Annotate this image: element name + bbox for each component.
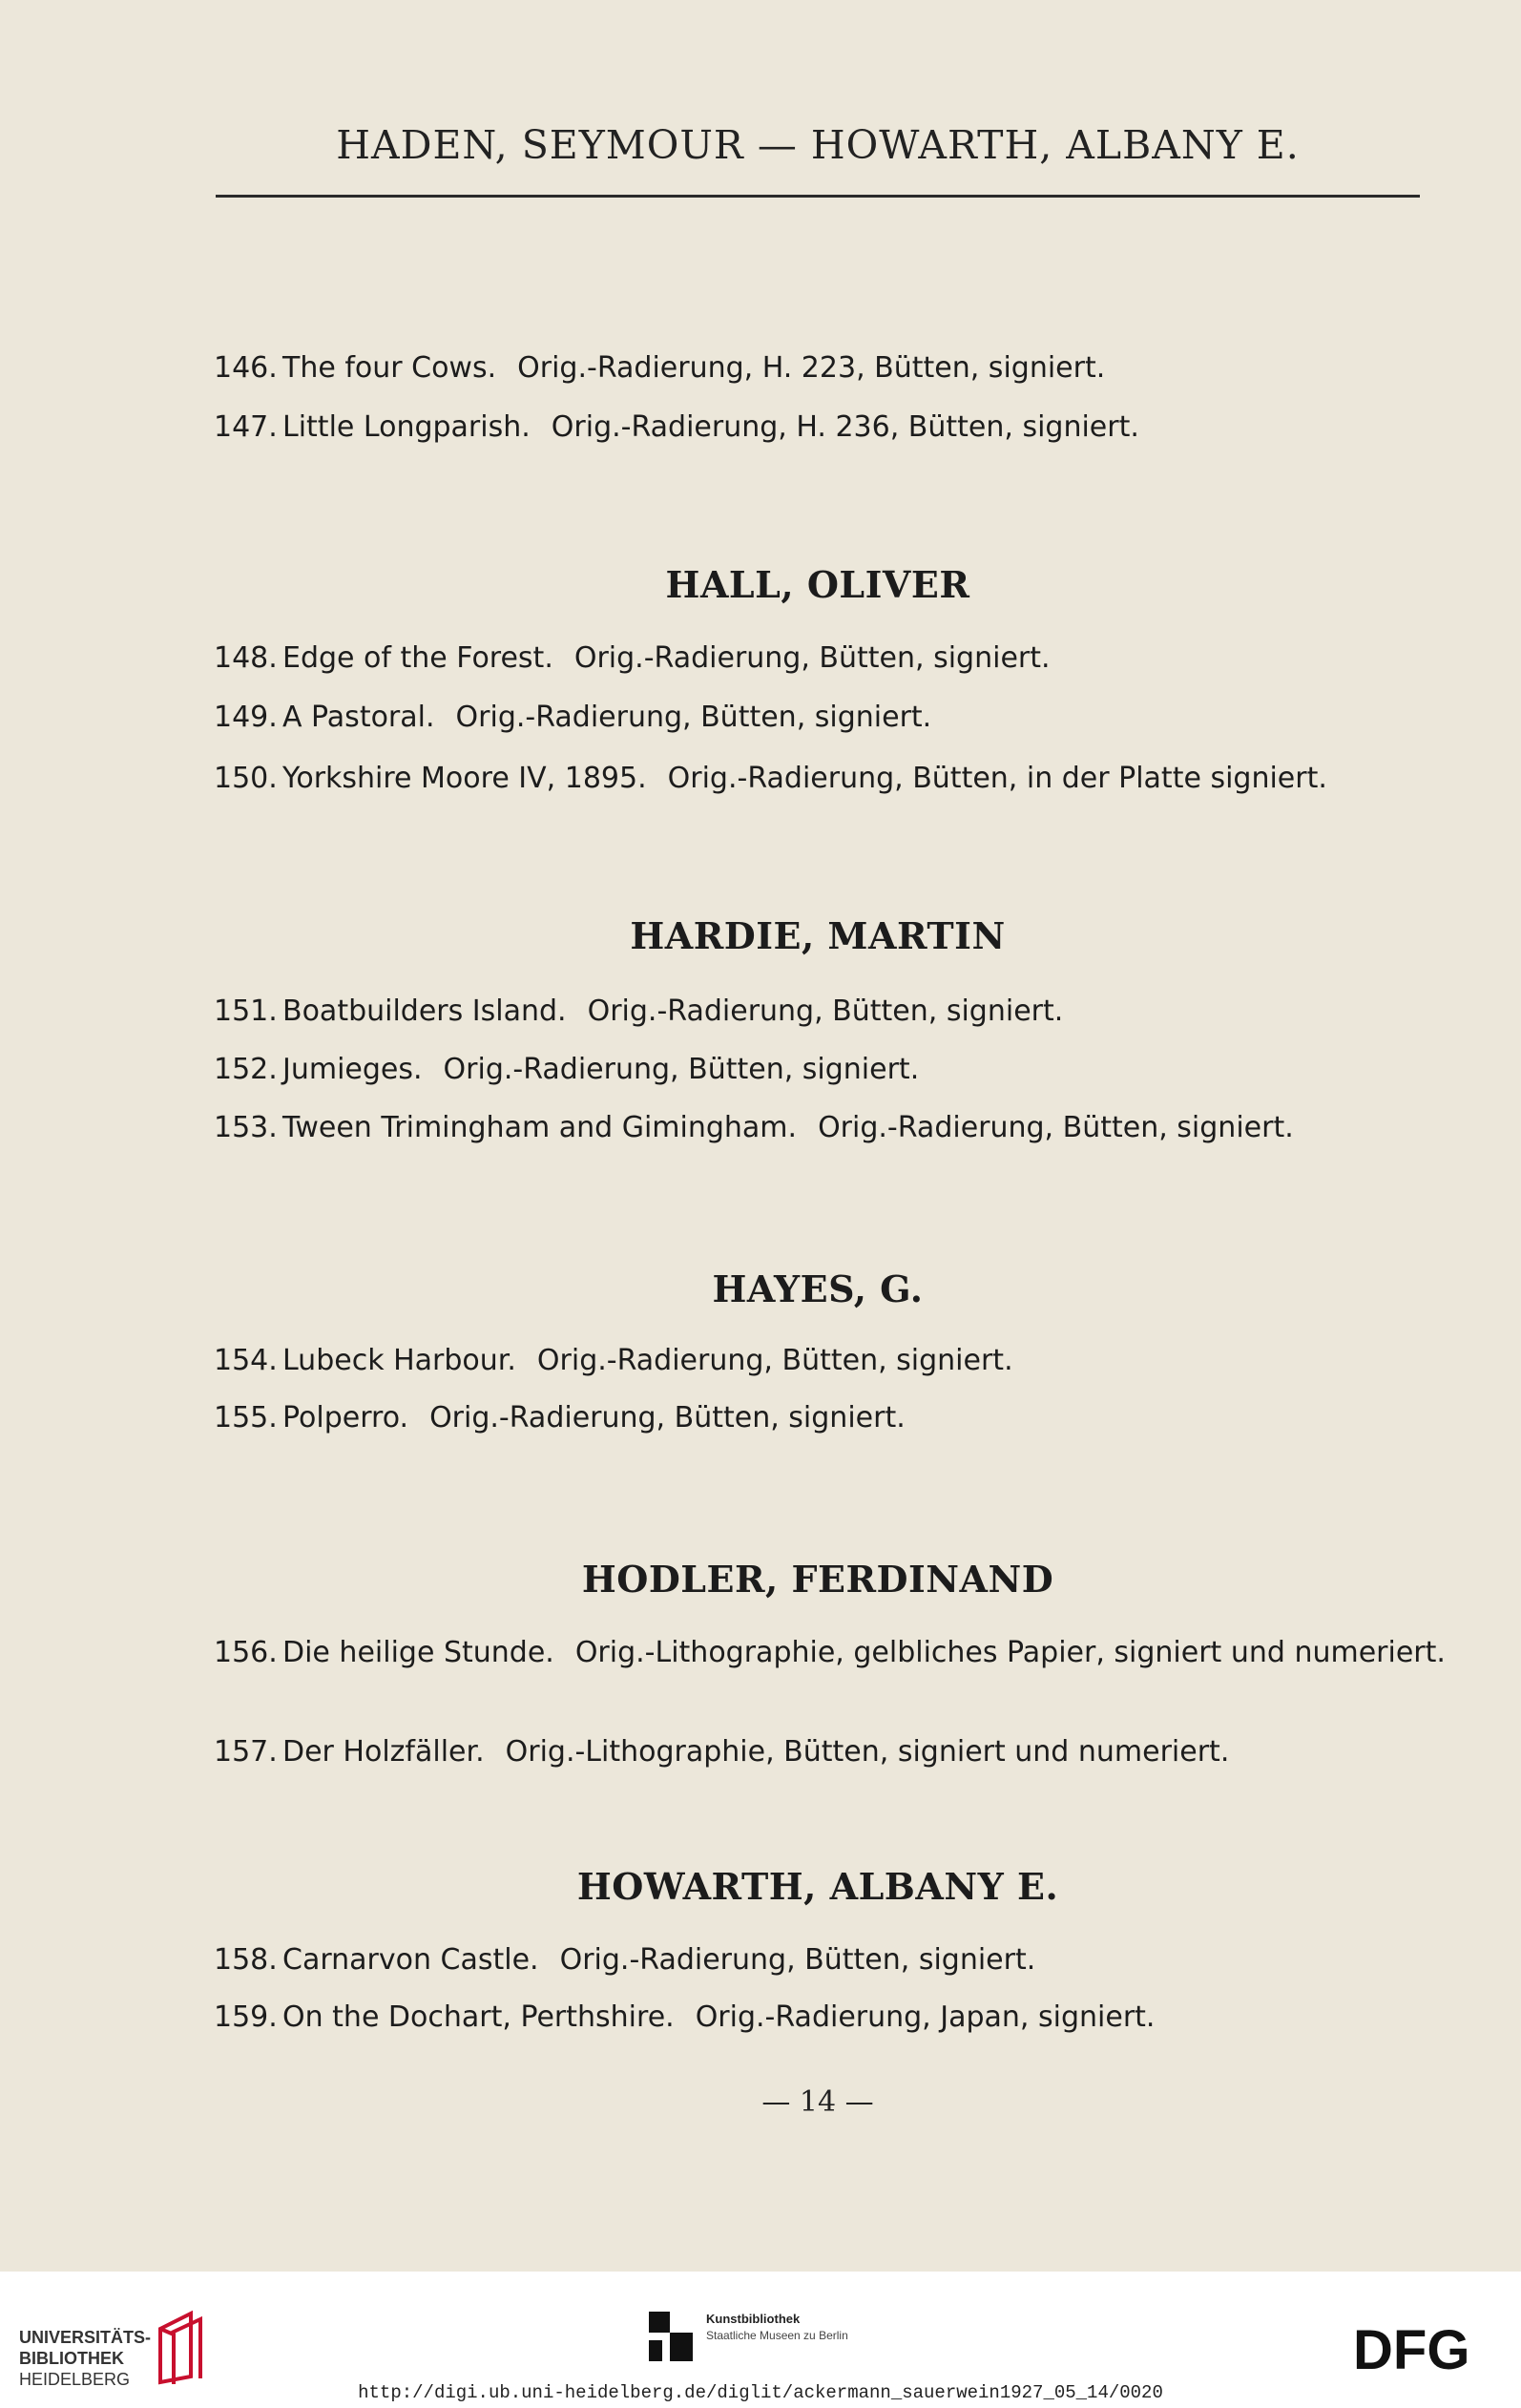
entry-number: 148.	[214, 641, 278, 675]
catalog-entry	[214, 1051, 1426, 1089]
entry-title: Carnarvon Castle.	[282, 1943, 539, 1977]
entry-number: 146.	[214, 351, 278, 385]
entry-number: 152.	[214, 1053, 278, 1086]
entry-title: Polperro.	[282, 1401, 409, 1434]
entry-number: 156.	[214, 1636, 278, 1669]
entry-number: 154.	[214, 1344, 278, 1377]
entry-number: 153.	[214, 1111, 278, 1144]
entry-description: Orig.-Radierung, Bütten, signiert.	[587, 995, 1064, 1028]
artist-heading: HODLER, FERDINAND	[581, 1558, 1054, 1601]
entry-description: Orig.-Radierung, H. 236, Bütten, signiert.	[551, 410, 1139, 444]
logo-line: BIBLIOTHEK	[19, 2349, 124, 2368]
entry-description: Orig.-Radierung, Bütten, signiert.	[573, 641, 1051, 675]
entry-title: Boatbuilders Island.	[282, 995, 567, 1028]
entry-number: 147.	[214, 410, 278, 444]
entry-description: Orig.-Lithographie, Bütten, signiert und numeriert.	[505, 1735, 1230, 1769]
entry-description: Orig.-Radierung, Bütten, signiert.	[559, 1943, 1036, 1977]
catalog-entry	[214, 408, 1426, 447]
artist-heading: HOWARTH, ALBANY E.	[576, 1865, 1059, 1908]
entry-description: Orig.-Radierung, H. 223, Bütten, signiert.	[517, 351, 1106, 385]
kunstbibliothek-name: Kunstbibliothek	[706, 2312, 801, 2326]
page-number: — 14 —	[761, 2085, 874, 2119]
catalog-entry	[214, 1109, 1426, 1147]
catalog-entry	[214, 1342, 1426, 1380]
entry-title: Die heilige Stunde.	[282, 1636, 554, 1669]
entry-title: Jumieges.	[282, 1053, 423, 1086]
catalog-entry	[214, 639, 1426, 678]
kunstbibliothek-icon	[649, 2312, 693, 2361]
entry-title: On the Dochart, Perthshire.	[282, 2000, 675, 2034]
artist-heading: HARDIE, MARTIN	[630, 914, 1006, 957]
entry-description: Orig.-Radierung, Bütten, signiert.	[455, 701, 932, 734]
dfg-logo-text: DFG	[1353, 2321, 1470, 2375]
entry-number: 159.	[214, 2000, 278, 2034]
entry-description: Orig.-Radierung, Japan, signiert.	[695, 2000, 1156, 2034]
running-header: HADEN, SEYMOUR — HOWARTH, ALBANY E.	[336, 122, 1300, 168]
heidelberg-library-logo[interactable]	[19, 2327, 151, 2390]
entry-title: Edge of the Forest.	[282, 641, 553, 675]
catalog-entry	[214, 699, 1426, 737]
entry-number: 157.	[214, 1735, 278, 1769]
catalog-entry	[214, 1941, 1426, 1979]
logo-line: UNIVERSITÄTS-	[19, 2328, 152, 2347]
catalog-entry	[214, 1399, 1426, 1437]
catalog-entry	[214, 993, 1426, 1031]
entry-number: 149.	[214, 701, 278, 734]
catalog-entry	[214, 1634, 1447, 1672]
catalog-entry	[214, 760, 1426, 798]
header-rule	[216, 195, 1420, 198]
entry-description: Orig.-Radierung, Bütten, signiert.	[818, 1111, 1294, 1144]
entry-title: Der Holzfäller.	[282, 1735, 485, 1769]
dfg-logo-icon[interactable]	[1353, 2321, 1498, 2375]
artist-heading: HAYES, G.	[712, 1267, 924, 1310]
entry-title: Lubeck Harbour.	[282, 1344, 516, 1377]
entry-title: A Pastoral.	[282, 701, 435, 734]
entry-description: Orig.-Radierung, Bütten, in der Platte signiert.	[667, 762, 1327, 795]
catalog-entry	[214, 1733, 1426, 1771]
entry-number: 150.	[214, 762, 278, 795]
heidelberg-emblem-icon	[155, 2310, 212, 2386]
entry-description: Orig.-Radierung, Bütten, signiert.	[429, 1401, 906, 1434]
permalink-url[interactable]: http://digi.ub.uni-heidelberg.de/diglit/ackermann_sauerwein1927_05_14/0020	[358, 2382, 1163, 2403]
entry-description: Orig.-Radierung, Bütten, signiert.	[443, 1053, 920, 1086]
entry-number: 151.	[214, 995, 278, 1028]
entry-title: The four Cows.	[282, 351, 497, 385]
catalog-entry	[214, 1999, 1426, 2037]
logo-line: HEIDELBERG	[19, 2370, 131, 2389]
entry-description: Orig.-Radierung, Bütten, signiert.	[536, 1344, 1013, 1377]
artist-heading: HALL, OLIVER	[665, 563, 970, 606]
entry-number: 158.	[214, 1943, 278, 1977]
entry-title: Yorkshire Moore IV, 1895.	[282, 762, 647, 795]
entry-title: Tween Trimingham and Gimingham.	[282, 1111, 798, 1144]
entry-title: Little Longparish.	[282, 410, 531, 444]
catalog-entry	[214, 349, 1426, 387]
entry-description: Orig.-Lithographie, gelbliches Papier, signiert und numeriert.	[574, 1636, 1446, 1669]
kunstbibliothek-subtitle: Staatliche Museen zu Berlin	[706, 2329, 848, 2342]
viewer-footer	[0, 2272, 1521, 2408]
entry-number: 155.	[214, 1401, 278, 1434]
